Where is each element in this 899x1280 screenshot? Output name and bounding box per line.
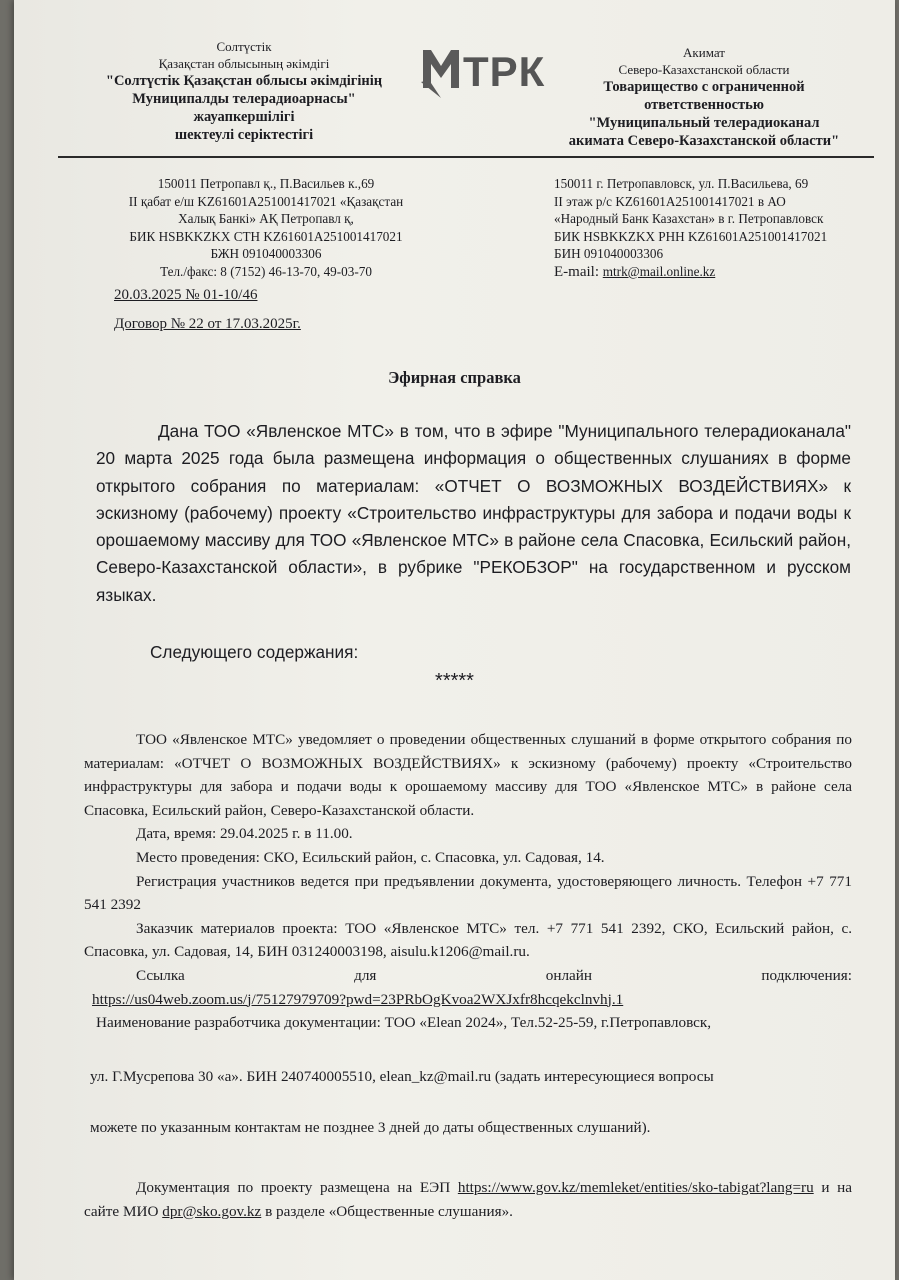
address-left-line: БИК HSBKKZKX СТН KZ61601A251001417021 bbox=[129, 228, 403, 244]
contract-reference: Договор № 22 от 17.03.2025г. bbox=[114, 316, 301, 332]
doc-pre: Документация по проекту размещена на ЕЭП bbox=[136, 1178, 458, 1196]
address-right-line: 150011 г. Петропавловск, ул. П.Васильева, 69 bbox=[554, 176, 809, 191]
link-word: для bbox=[354, 966, 377, 984]
header-right-org1: Товарищество с ограниченной bbox=[603, 79, 805, 95]
header-right-org2: ответственностью bbox=[644, 97, 764, 113]
link-word: Ссылка bbox=[136, 966, 185, 984]
notice-datetime: Дата, время: 29.04.2025 г. в 11.00. bbox=[136, 825, 353, 843]
header-left-org1: "Солтүстік Қазақстан облысы әкімдігінің bbox=[105, 73, 383, 89]
logo-text: ТРК bbox=[463, 48, 546, 95]
header-right-line2: Северо-Казахстанской области bbox=[618, 62, 790, 77]
address-right-line: БИК HSBKKZKX РНН KZ61601A251001417021 bbox=[554, 228, 828, 244]
header-left-line2: Қазақстан облысының әкімдігі bbox=[158, 56, 330, 71]
header-left-org3: жауапкершілігі bbox=[193, 109, 295, 125]
email-label: E-mail: bbox=[554, 263, 603, 280]
header-left bbox=[74, 38, 414, 144]
document-title: Эфирная справка bbox=[388, 368, 521, 387]
header-divider bbox=[58, 156, 874, 158]
link-row bbox=[84, 964, 852, 988]
address-right bbox=[554, 175, 884, 282]
header-right-org4: акимата Северо-Казахстанской области" bbox=[568, 133, 840, 149]
link-word: подключения: bbox=[761, 966, 852, 984]
address-right-line: БИН 091040003306 bbox=[554, 246, 664, 262]
stars-separator: ***** bbox=[435, 670, 474, 692]
address-left-line: 150011 Петропавл қ., П.Васильев к.,69 bbox=[157, 176, 375, 191]
zoom-link[interactable]: https://us04web.zoom.us/j/75127979709?pwd=23PRbOgKvoa2WXJxfr8hcqekclnvhj.1 bbox=[92, 990, 624, 1008]
header-left-org4: шектеулі серіктестігі bbox=[174, 127, 314, 143]
link-word: онлайн bbox=[545, 966, 593, 984]
header-right bbox=[534, 44, 874, 150]
header-right-line1: Акимат bbox=[683, 45, 725, 60]
mtrk-logo-icon bbox=[419, 44, 463, 100]
address-left bbox=[106, 175, 426, 281]
main-paragraph bbox=[96, 418, 851, 609]
address-right-line: «Народный Банк Казахстан» в г. Петропавловск bbox=[554, 211, 824, 227]
notice-documentation bbox=[84, 1176, 852, 1223]
notice-intro: ТОО «Явленское МТС» уведомляет о проведении общественных слушаний в форме открытого собрания по материалам: «ОТЧЕТ О ВОЗМОЖНЫХ ВОЗДЕЙСТВИЯХ» к эскизному (рабочему) проекту «Строительство инфраструктуры для забора и подачи воды к орошаемому массиву для ТОО «Явленское МТС» в районе села Спасовка, Есильский район, Северо-Казахстанской области. bbox=[84, 731, 852, 819]
address-left-line: II қабат е/ш KZ61601A251001417021 «Қазақстан bbox=[128, 193, 404, 209]
doc-mid: и на сайте МИО bbox=[84, 1178, 853, 1220]
following-label: Следующего содержания: bbox=[150, 642, 359, 662]
address-right-line: II этаж р/с KZ61601A251001417021 в АО bbox=[554, 193, 786, 209]
notice-registration: Регистрация участников ведется при предъявлении документа, удостоверяющего личность. Телефон +7 771 541 2392 bbox=[84, 872, 852, 914]
document-sheet bbox=[14, 0, 895, 1280]
document-number: 20.03.2025 № 01-10/46 bbox=[114, 287, 258, 303]
header-right-org3: "Муниципальный телерадиоканал bbox=[588, 115, 820, 131]
address-left-line: Халық Банкі» АҚ Петропавл қ, bbox=[178, 211, 354, 227]
gov-link[interactable]: https://www.gov.kz/memleket/entities/sko-tabigat?lang=ru bbox=[457, 1178, 814, 1196]
address-left-line: Тел./факс: 8 (7152) 46-13-70, 49-03-70 bbox=[160, 263, 372, 279]
mio-email-link[interactable]: dpr@sko.gov.kz bbox=[162, 1202, 262, 1220]
email-row bbox=[554, 263, 884, 282]
notice-developer-3: можете по указанным контактам не позднее 3 дней до даты общественных слушаний). bbox=[90, 1119, 651, 1137]
main-text: Дана ТОО «Явленское МТС» в том, что в эфире "Муниципального телерадиоканала" 20 марта 2025 года была размещена информация о общественных слушаниях в форме открытого собрания по материалам: «ОТЧЕТ О ВОЗМОЖНЫХ ВОЗДЕЙСТВИЯХ» к эскизному (рабочему) проекту «Строительство инфраструктуры для забора и подачи воды к орошаемому массиву для ТОО «Явленское МТС» в районе села Спасовка, Есильский район, Северо-Казахстанской области», в рубрике "РЕКОБЗОР" на государственном и русском языках. bbox=[96, 421, 851, 605]
notice-customer: Заказчик материалов проекта: ТОО «Явленское МТС» тел. +7 771 541 2392, СКО, Есильский район, с. Спасовка, ул. Садовая, 14, БИН 031240003198, aisulu.k1206@mail.ru. bbox=[84, 919, 852, 961]
header-left-org2: Муниципалды телерадиоарнасы" bbox=[132, 91, 356, 107]
notice-place: Место проведения: СКО, Есильский район, с. Спасовка, ул. Садовая, 14. bbox=[136, 848, 605, 866]
doc-post: в разделе «Общественные слушания». bbox=[261, 1202, 513, 1220]
email-link[interactable]: mtrk@mail.online.kz bbox=[602, 263, 716, 279]
notice-developer-2: ул. Г.Мусрепова 30 «а». БИН 240740005510, elean_kz@mail.ru (задать интересующиеся вопросы bbox=[90, 1067, 714, 1085]
notice-developer: Наименование разработчика документации: ТОО «Elean 2024», Тел.52-25-59, г.Петропавловск, bbox=[96, 1014, 712, 1032]
notice-block bbox=[84, 728, 852, 1223]
address-left-line: БЖН 091040003306 bbox=[210, 246, 322, 262]
header-left-line1: Солтүстік bbox=[216, 39, 272, 54]
